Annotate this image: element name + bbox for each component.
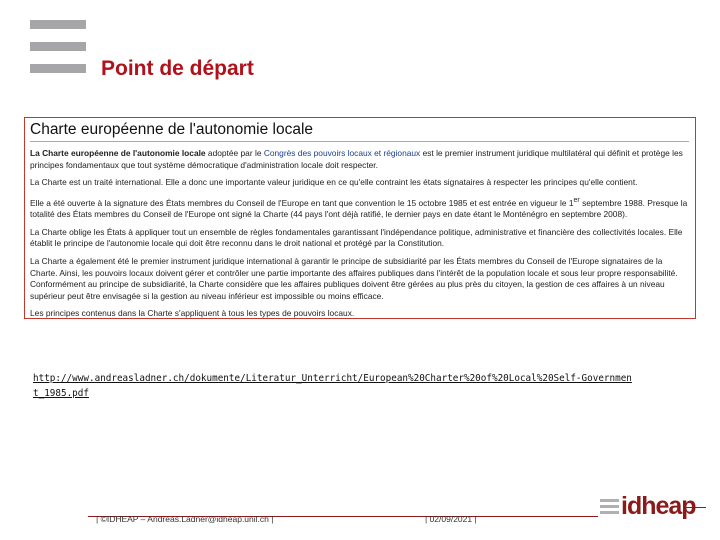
- source-link[interactable]: http://www.andreasladner.ch/dokumente/Literatur_Unterricht/European%20Charter%20of%20Local%20Self-Government_1985.pdf: [33, 373, 632, 399]
- paragraph-3: [30, 195, 689, 221]
- footer-copyright: | ©IDHEAP – Andreas.Ladner@idheap.unil.ch |: [96, 514, 274, 524]
- charter-excerpt: [24, 117, 696, 319]
- excerpt-heading: Charte européenne de l'autonomie locale: [30, 121, 689, 142]
- decor-bar-2: [30, 42, 86, 51]
- paragraph-2: La Charte est un traité international. Elle a donc une importante valeur juridique en ce qu'elle contraint les états signataires à respecter les principes qu'elle contient.: [30, 177, 638, 188]
- congress-link[interactable]: Congrès des pouvoirs locaux et régionaux: [263, 148, 421, 158]
- footer-date: | 02/09/2021 |: [425, 514, 477, 524]
- paragraph-1: [30, 148, 689, 171]
- paragraph-6: Les principes contenus dans la Charte s'appliquent à tous les types de pouvoirs locaux.: [30, 308, 355, 319]
- slide-title: Point de départ: [101, 57, 254, 80]
- logo-text: idheap: [621, 491, 696, 520]
- text: est le premier instrument juridique multilatéral qui définit et protège les principes fondamentaux que tout système démocratique d'administration locale doit respecter.: [30, 148, 683, 170]
- paragraph-4: La Charte oblige les États à appliquer tout un ensemble de règles fondamentales garantissant l'indépendance politique, administrative et financière des collectivités locales. Elle établit le principe de l'autonomie locale qui doit être reconnu dans le droit national et protégé par la Constitution.: [30, 226, 683, 249]
- charter-name: La Charte européenne de l'autonomie locale: [30, 148, 206, 158]
- logo-lines-icon: [600, 499, 619, 514]
- text: Elle a été ouverte à la signature des États membres du Conseil de l'Europe en tant que convention le 15 octobre 1985 et est entrée en vigueur le 1: [30, 197, 574, 208]
- paragraph-5: La Charte a également été le premier instrument juridique international à garantir le principe de subsidiarité par les États membres du Conseil de l'Europe signataires de la Charte. Ainsi, les pouvoirs locaux doivent gérer et contrôler une partie importante des affaires publiques dans l'intérêt de la population locale et sous leur propre responsabilité. Conformément au principe de subsidiarité, la Charte considère que les affaires publiques doivent être gérées au plus près du citoyen, la gestion de ces affaires à un niveau supérieur peut être envisagée si la gestion au niveau inférieur est impossible ou moins efficace.: [30, 255, 678, 301]
- text: adoptée par le: [205, 148, 264, 158]
- text: septembre 1988. Presque la totalité des États membres du Conseil de l'Europe ont signé la Charte (44 pays l'ont déjà ratifié, le dernier pays en date étant le Monténégro en septembre 2008).: [30, 197, 688, 220]
- decor-bar-1: [30, 20, 86, 29]
- decor-bar-3: [30, 64, 86, 73]
- idheap-logo: [600, 492, 696, 520]
- superscript: er: [573, 196, 580, 204]
